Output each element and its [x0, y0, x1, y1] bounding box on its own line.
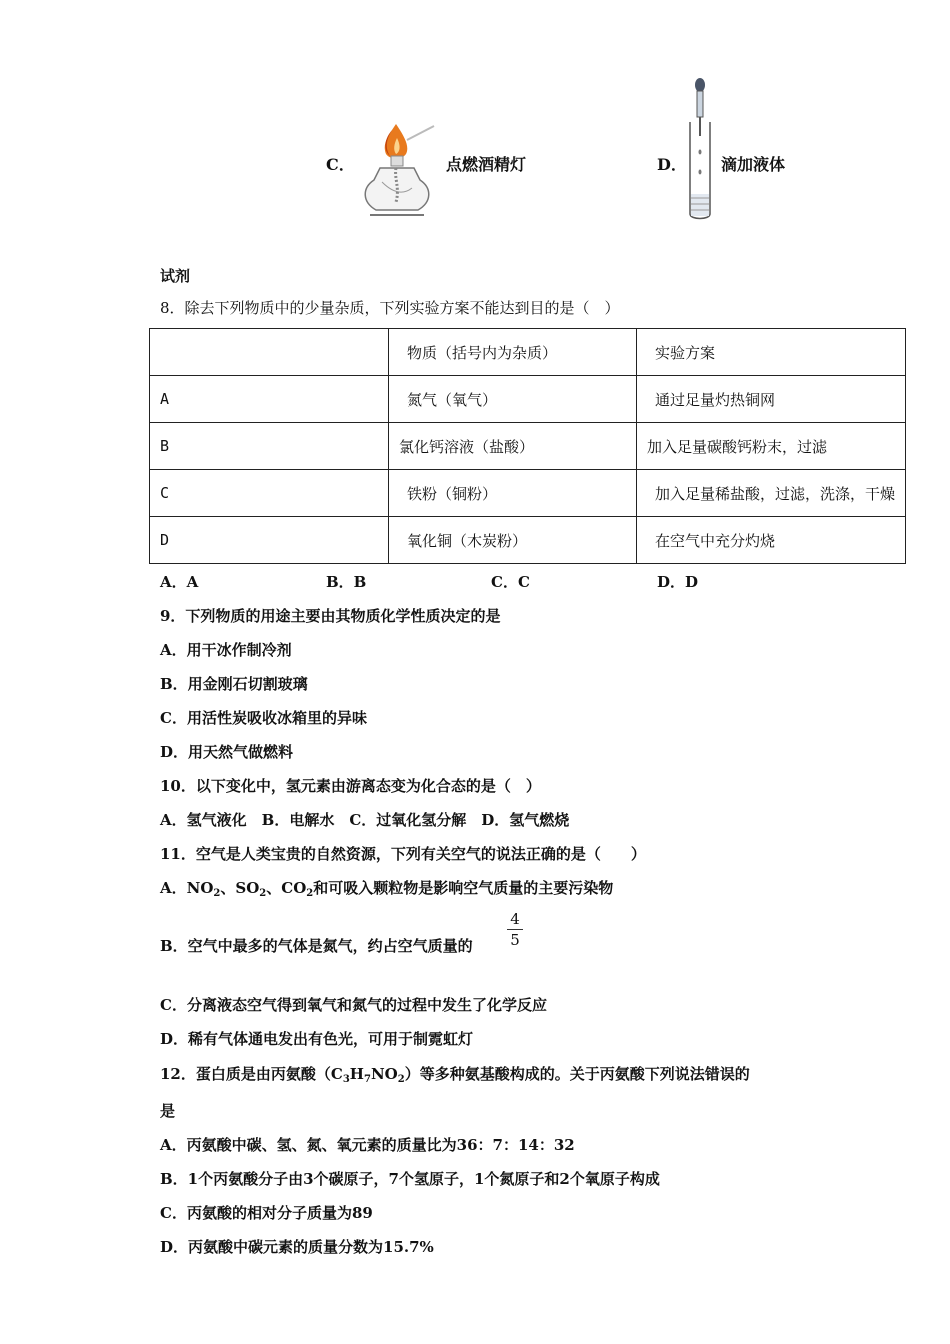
question-9-option: D．用天然气做燃料	[160, 743, 294, 761]
fragment-text: 试剂	[160, 267, 191, 285]
question-10-stem: 10．以下变化中，氢元素由游离态变为化合态的是（ ）	[160, 777, 541, 795]
table-cell: C	[150, 470, 389, 517]
question-11-stem: 11．空气是人类宝贵的自然资源，下列有关空气的说法正确的是（ ）	[160, 845, 646, 863]
table-cell: B	[150, 423, 389, 470]
table-row	[150, 376, 906, 423]
question-9-stem: 9．下列物质的用途主要由其物质化学性质决定的是	[160, 607, 501, 625]
table-row	[150, 470, 906, 517]
question-12-option: C．丙氨酸的相对分子质量为89	[160, 1204, 373, 1222]
table-header-cell	[150, 329, 389, 376]
table-cell: 在空气中充分灼烧	[637, 517, 906, 564]
question-10-options: A．氢气液化 B．电解水 C．过氧化氢分解 D．氢气燃烧	[160, 811, 570, 829]
question-9-option: C．用活性炭吸收冰箱里的异味	[160, 709, 367, 727]
table-cell: 通过足量灼热铜网	[637, 376, 906, 423]
table-row	[150, 423, 906, 470]
question-11-option-c: C．分离液态空气得到氧气和氮气的过程中发生了化学反应	[160, 996, 547, 1014]
fraction-four-fifths: 4 5	[507, 910, 523, 949]
question-8-option: A．A	[160, 573, 199, 591]
option-d-label: D．	[657, 155, 687, 174]
table-cell: 加入足量碳酸钙粉末，过滤	[637, 423, 906, 470]
option-c-label: C．	[326, 155, 355, 174]
table-row	[150, 517, 906, 564]
question-12-option: A．丙氨酸中碳、氢、氮、氧元素的质量比为36：7：14：32	[160, 1136, 575, 1154]
table-cell: 氯化钙溶液（盐酸）	[389, 423, 637, 470]
question-12-option: D．丙氨酸中碳元素的质量分数为15.7%	[160, 1238, 434, 1256]
question-11-option-a: A．$NO_2$、$SO_2$、$CO_2$和可吸入颗粒物是影响空气质量的主要污染物	[160, 879, 614, 899]
table-cell: 氧化铜（木炭粉）	[389, 517, 637, 564]
question-11-option-b: B．空气中最多的气体是氮气，约占空气质量的	[160, 937, 473, 955]
table-header-row	[150, 329, 906, 376]
table-header-cell: 实验方案	[637, 329, 906, 376]
dropper-test-tube-icon	[684, 76, 716, 222]
question-11-option-d: D．稀有气体通电发出有色光，可用于制霓虹灯	[160, 1030, 474, 1048]
table-cell: D	[150, 517, 389, 564]
option-d-caption: 滴加液体	[721, 155, 786, 174]
table-cell: 加入足量稀盐酸，过滤，洗涤，干燥	[637, 470, 906, 517]
question-8-stem: 8．除去下列物质中的少量杂质，下列实验方案不能达到目的是（ ）	[160, 299, 620, 317]
table-header-cell: 物质（括号内为杂质）	[389, 329, 637, 376]
question-9-option: B．用金刚石切割玻璃	[160, 675, 308, 693]
table-cell: A	[150, 376, 389, 423]
question-8-table	[149, 328, 906, 564]
question-8-option: D．D	[657, 573, 699, 591]
alcohol-lamp-icon	[352, 118, 442, 222]
question-12-stem-wrap: 是	[160, 1102, 176, 1120]
table-cell: 氮气（氧气）	[389, 376, 637, 423]
question-8-option: B．B	[326, 573, 367, 591]
question-12-stem: 12．蛋白质是由丙氨酸$(C_3H_7NO_2)$等多种氨基酸构成的。关于丙氨酸下列说法错误的	[160, 1065, 750, 1085]
option-c-caption: 点燃酒精灯	[446, 155, 527, 174]
question-9-option: A．用干冰作制冷剂	[160, 641, 292, 659]
question-8-option: C．C	[491, 573, 530, 591]
question-12-option: B．1个丙氨酸分子由3个碳原子，7个氢原子，1个氮原子和2个氧原子构成	[160, 1170, 660, 1188]
table-cell: 铁粉（铜粉）	[389, 470, 637, 517]
